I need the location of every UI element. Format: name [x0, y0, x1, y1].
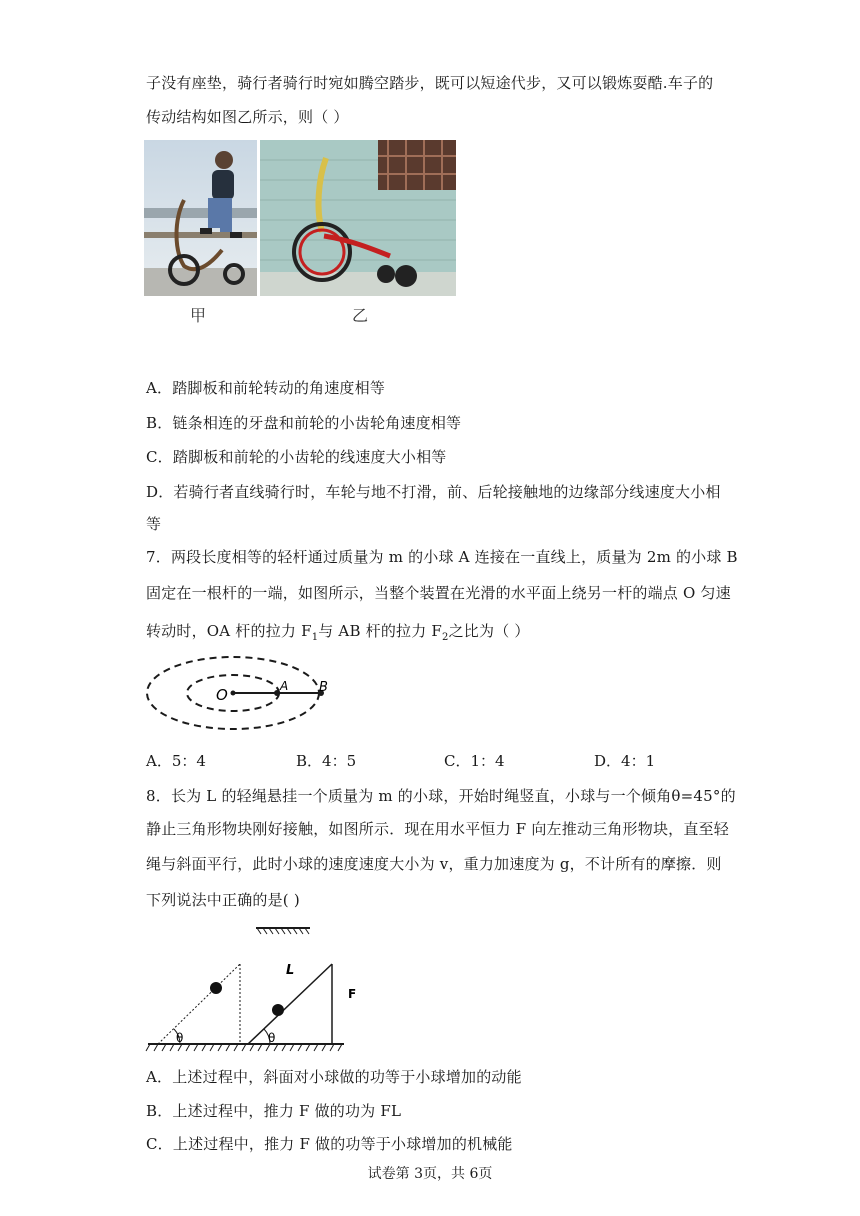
q6-option-c: C．踏脚板和前轮的小齿轮的线速度大小相等	[146, 448, 447, 466]
q7-stem-line1: 7．两段长度相等的轻杆通过质量为 m 的小球 A 连接在一直线上，质量为 2m 的小球 B	[146, 548, 738, 566]
q6-option-a: A．踏脚板和前轮转动的角速度相等	[146, 379, 386, 397]
label-f: F	[348, 987, 357, 1001]
photo-bike	[260, 140, 456, 296]
q7-figure	[144, 650, 344, 732]
q6-stem-line2: 传动结构如图乙所示，则（ ）	[146, 108, 349, 126]
q8-option-b: B．上述过程中，推力 F 做的功为 FL	[146, 1102, 402, 1120]
q8-option-a: A．上述过程中，斜面对小球做的功等于小球增加的动能	[146, 1068, 522, 1086]
q8-figure	[144, 918, 357, 1058]
q6-stem-line1: 子没有座垫，骑行者骑行时宛如腾空踏步，既可以短途代步，又可以锻炼耍酷.车子的	[146, 74, 714, 92]
label-l: L	[286, 963, 295, 978]
q6-option-d-cont: 等	[146, 515, 162, 533]
q8-stem-line3: 绳与斜面平行，此时小球的速度速度大小为 v，重力加速度为 g，不计所有的摩擦．则	[146, 855, 722, 873]
q8-stem-line4: 下列说法中正确的是( )	[146, 891, 300, 909]
caption-yi: 乙	[352, 306, 369, 325]
q7-stem-line2: 固定在一根杆的一端，如图所示，当整个装置在光滑的水平面上绕另一杆的端点 O 匀速	[146, 584, 731, 602]
q7-option-a: A．5：4	[146, 752, 206, 770]
q6-option-d: D．若骑行者直线骑行时，车轮与地不打滑，前、后轮接触地的边缘部分线速度大小相	[146, 483, 721, 501]
q8-option-c: C．上述过程中，推力 F 做的功等于小球增加的机械能	[146, 1135, 513, 1153]
q7-option-c: C．1：4	[444, 752, 505, 770]
q7-stem-line3: 转动时，OA 杆的拉力 $F_1$与 AB 杆的拉力 $F_2$之比为（ ）	[146, 622, 530, 643]
label-b: B	[319, 680, 328, 695]
label-theta-1: θ	[176, 1031, 184, 1045]
label-theta-2: θ	[268, 1031, 276, 1045]
label-o: O	[216, 686, 228, 704]
q7-option-d: D．4：1	[594, 752, 656, 770]
q6-option-b: B．链条相连的牙盘和前轮的小齿轮角速度相等	[146, 414, 462, 432]
q7-option-b: B．4：5	[296, 752, 357, 770]
photo-rider	[144, 140, 257, 296]
caption-jia: 甲	[190, 306, 207, 325]
q8-stem-line2: 静止三角形物块刚好接触，如图所示．现在用水平恒力 F 向左推动三角形物块，直至轻	[146, 820, 729, 838]
page-footer: 试卷第 3页，共 6页	[367, 1166, 493, 1182]
label-a: A	[280, 679, 289, 693]
q8-stem-line1: 8．长为 L 的轻绳悬挂一个质量为 m 的小球，开始时绳竖直，小球与一个倾角θ=45°的	[146, 787, 736, 805]
